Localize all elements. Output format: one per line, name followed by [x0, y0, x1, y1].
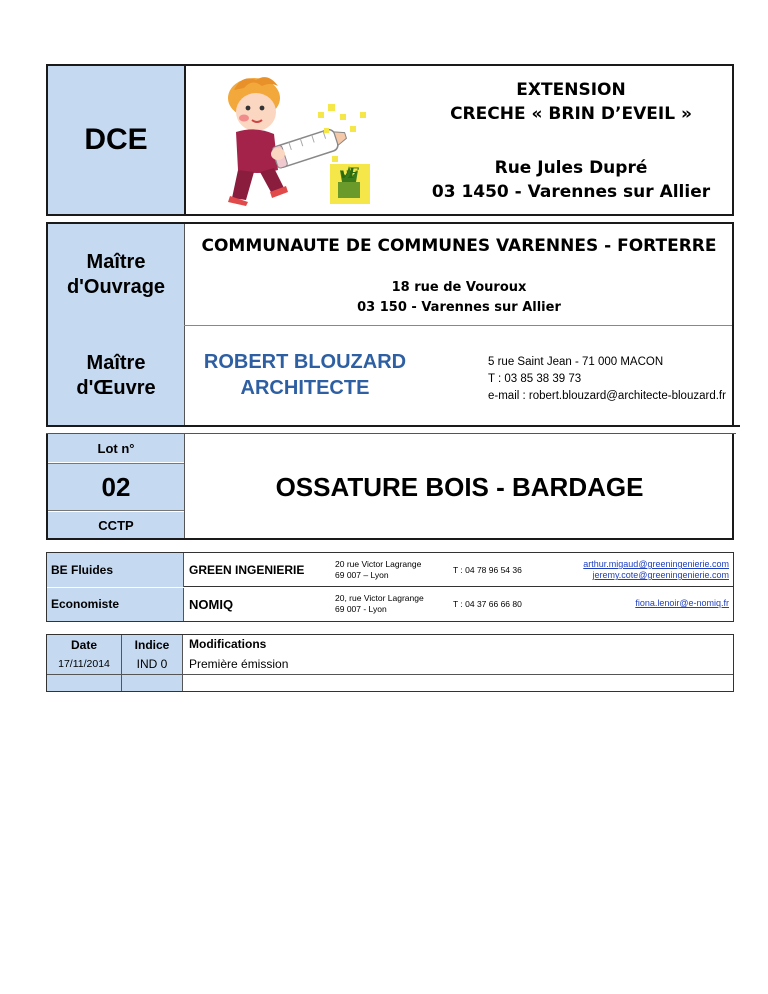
- ouvrage-address-line1: 18 rue de Vouroux: [391, 280, 527, 295]
- dce-cell: [48, 66, 184, 214]
- ouvrage-address-line2: 03 150 - Varennes sur Allier: [357, 300, 561, 315]
- architect-name: [185, 348, 425, 402]
- revision-header-indice: Indice: [122, 635, 182, 654]
- contractor-phone: T : 04 37 66 66 80: [453, 599, 522, 609]
- parties-separator-h: [184, 325, 732, 326]
- architect-address: 5 rue Saint Jean - 71 000 MACON: [488, 356, 664, 368]
- revision-indice: IND 0: [122, 654, 182, 674]
- contractor-name: GREEN INGENIERIE: [189, 563, 305, 577]
- lot-divider-top: [46, 425, 740, 427]
- architect-name-line1: ROBERT BLOUZARD: [203, 351, 407, 373]
- parties-block: [46, 222, 734, 426]
- revision-indice: [122, 675, 182, 691]
- contractor-emails: [547, 598, 729, 609]
- project-address: [408, 154, 734, 206]
- contractor-phone: T : 04 78 96 54 36: [453, 565, 522, 575]
- header-separator: [184, 66, 186, 214]
- contractor-row: [47, 553, 733, 587]
- contractor-role-sep: [183, 553, 184, 587]
- project-title: [408, 76, 734, 128]
- architect-name-line2: ARCHITECTE: [240, 377, 370, 399]
- contractor-address-line1: 20, rue Victor Lagrange: [335, 593, 424, 603]
- lot-label-cell: Lot n°: [48, 434, 184, 462]
- logo-text: vF: [340, 166, 359, 182]
- oeuvre-label-line1: Maître: [86, 352, 146, 374]
- ouvrage-label-cell: [48, 224, 184, 326]
- project-address-line2: 03 1450 - Varennes sur Allier: [431, 182, 711, 202]
- revision-grid-h1: [47, 674, 733, 675]
- revision-modifications: Première émission: [189, 657, 289, 671]
- child-bottle-illustration-icon: [212, 72, 372, 208]
- lot-block: [46, 434, 734, 540]
- revision-grid-v1: [121, 635, 122, 691]
- contractor-row: [47, 588, 733, 621]
- oeuvre-label-line2: d'Œuvre: [76, 377, 156, 399]
- contractor-name: NOMIQ: [189, 597, 234, 612]
- architect-contact: [488, 354, 738, 405]
- doc-type-cell: CCTP: [48, 512, 184, 538]
- project-line1: EXTENSION: [516, 80, 626, 100]
- revisions-table: [46, 634, 734, 692]
- architect-email: e-mail : robert.blouzard@architecte-blouzard.fr: [488, 390, 726, 402]
- contractor-emails: [547, 559, 729, 581]
- revision-modifications: [189, 675, 589, 691]
- contractor-address-line2: 69 007 - Lyon: [335, 604, 387, 614]
- contractor-address: [335, 559, 455, 581]
- contractor-address-line1: 20 rue Victor Lagrange: [335, 559, 422, 569]
- project-address-line1: Rue Jules Dupré: [494, 158, 648, 178]
- ouvrage-address: [185, 278, 733, 318]
- contractor-role-sep: [183, 588, 184, 621]
- revision-header-modifications: Modifications: [189, 637, 267, 651]
- header-block: [46, 64, 734, 216]
- lot-title: OSSATURE BOIS - BARDAGE: [275, 471, 644, 502]
- oeuvre-label-cell: [48, 326, 184, 426]
- ouvrage-name: COMMUNAUTE DE COMMUNES VARENNES - FORTERRE: [201, 236, 717, 256]
- contractor-address: [335, 593, 455, 615]
- dce-label: DCE: [84, 123, 148, 156]
- revision-header-date: Date: [47, 635, 121, 654]
- contractor-role: Economiste: [47, 588, 183, 621]
- project-line2: CRECHE « BRIN D’EVEIL »: [450, 104, 692, 124]
- contractor-email-link[interactable]: arthur.migaud@greeningenierie.com: [583, 559, 729, 569]
- architect-phone: T : 03 85 38 39 73: [488, 373, 582, 385]
- contractor-email-link[interactable]: fiona.lenoir@e-nomiq.fr: [635, 598, 729, 608]
- contractor-address-line2: 69 007 – Lyon: [335, 570, 389, 580]
- revision-grid-v2: [182, 635, 183, 691]
- revision-date: 17/11/2014: [47, 654, 121, 674]
- lot-number-cell: 02: [48, 463, 184, 511]
- ouvrage-label-line2: d'Ouvrage: [66, 276, 166, 298]
- contractors-table: [46, 552, 734, 622]
- contractor-email-link[interactable]: jeremy.cote@greeningenierie.com: [592, 570, 729, 580]
- project-logo: [212, 72, 372, 208]
- ouvrage-label-line1: Maître: [86, 251, 146, 273]
- contractor-role: BE Fluides: [47, 553, 183, 587]
- revision-date: [47, 675, 121, 691]
